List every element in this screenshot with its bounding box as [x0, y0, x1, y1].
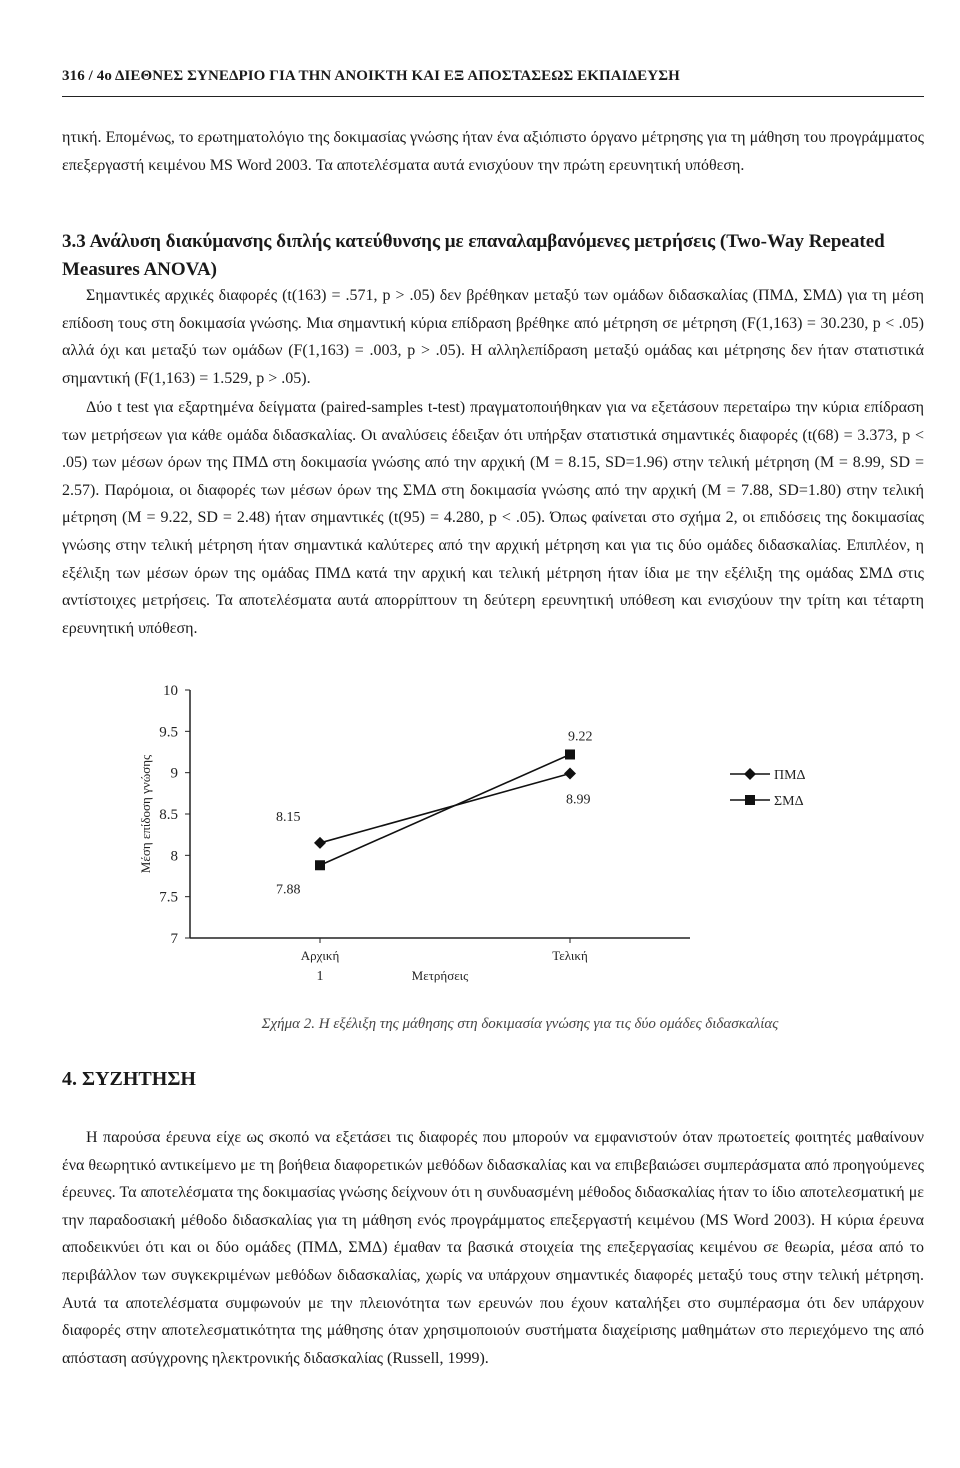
series-line-diamond [320, 773, 570, 842]
legend-marker-diamond [744, 768, 756, 780]
y-tick-label: 8 [170, 848, 178, 865]
x-tick-label: Αρχική [300, 948, 340, 963]
line-chart-svg [130, 680, 850, 1000]
x-tick-label: Τελική [552, 948, 588, 963]
data-label: 8.15 [276, 809, 301, 825]
data-label: 8.99 [566, 792, 591, 808]
y-tick-label: 8.5 [159, 807, 178, 823]
y-tick-label: 7 [170, 931, 178, 947]
intro-paragraph: ητική. Επομένως, το ερωτηματολόγιο της δοκιμασίας γνώσης ήταν ένα αξιόπιστο όργανο μέτρησης για τη μάθηση του προγράμματος επεξεργαστή κειμένου MS Word 2003. Τα αποτελέσματα αυτά ενισχύουν την πρώτη ερευνητική υπόθεση. [62, 129, 924, 174]
y-tick-label: 9 [170, 765, 178, 782]
x-axis-label: Μετρήσεις [411, 968, 469, 983]
anova-paragraph: Σημαντικές αρχικές διαφορές (t(163) = .571, p > .05) δεν βρέθηκαν μεταξύ των ομάδων διδασκαλίας (ΠΜΔ, ΣΜΔ) για τη μέση επίδοση τους στη δοκιμασία γνώσης. Μια σημαντική κύρια επίδραση βρέθηκε από μέτρηση σε μέτρηση (F(1,163) = 30.230, p < .05) αλλά όχι και μεταξύ των ομάδων (F(1,163) = .003, p > .05). Η αλληλεπίδραση μεταξύ ομάδας και μέτρησης δεν ήταν στατιστικά σημαντική (F(1,163) = 1.529, p > .05). [62, 287, 924, 387]
data-label: 9.22 [568, 729, 593, 745]
ttest-paragraph: Δύο t test για εξαρτημένα δείγματα (paired-samples t-test) πραγματοποιήθηκαν για να εξετάσουν περεταίρω την κύρια επίδραση των μετρήσεων για κάθε ομάδα διδασκαλίας. Οι αναλύσεις έδειξαν ότι υπήρξαν στατιστικά σημαντικές διαφορές (t(68) = 3.373, p < .05) των μέσων όρων της ΠΜΔ στη δοκιμασία γνώσης από την αρχική (M = 8.15, SD=1.96) στην τελική μέτρηση (M = 8.99, SD = 2.57). Παρόμοια, οι διαφορές των μέσων όρων της ΣΜΔ στη δοκιμασία γνώσης από την αρχική (M = 7.88, SD=1.80) στην τελική μέτρηση (M = 9.22, SD = 2.48) ήταν σημαντικές (t(95) = 4.280, p < .05). Όπως φαίνεται στο σχήμα 2, οι επιδόσεις της δοκιμασίας γνώσης στην τελική μέτρηση ήταν σημαντικά καλύτερες από την αρχική μέτρηση και για τις δύο ομάδες διδασκαλίας. Επιπλέον, η εξέλιξη των μέσων όρων της ομάδας ΠΜΔ κατά την αρχική και τελική μέτρηση ήταν ίδια με την εξέλιξη της ομάδας ΣΜΔ στις αντίστοιχες μετρήσεις. Τα αποτελέσματα αυτά απορρίπτουν τη δεύτερη ερευνητική υπόθεση και ενισχύουν την τρίτη και τέταρτη ερευνητική υπόθεση. [62, 399, 924, 637]
section-4-title: 4. ΣΥΖΗΤΗΣΗ [62, 1068, 196, 1090]
data-point-diamond [314, 837, 326, 849]
legend-label: ΣΜΔ [774, 794, 804, 809]
running-header: 316 / 4ο ΔΙΕΘΝΕΣ ΣΥΝΕΔΡΙΟ ΓΙΑ ΤΗΝ ΑΝΟΙΚΤΗ ΚΑΙ ΕΞ ΑΠΟΣΤΑΣΕΩΣ ΕΚΠΑΙΔΕΥΣΗ [62, 68, 680, 84]
y-tick-label: 10 [163, 683, 178, 699]
section-3-3-title: 3.3 Ανάλυση διακύμανσης διπλής κατεύθυνσης με επαναλαμβανόμενες μετρήσεις (Two-Way Repeated Measures ANOVA) [62, 231, 885, 280]
series-line-square [320, 754, 570, 865]
legend-marker-square [745, 795, 755, 805]
data-label: 7.88 [276, 882, 301, 898]
data-point-diamond [564, 767, 576, 779]
figure-caption: Σχήμα 2. Η εξέλιξη της μάθησης στη δοκιμασία γνώσης για τις δύο ομάδες διδασκαλίας [261, 1016, 779, 1032]
figure-2-chart [130, 680, 850, 1000]
x-index-label: 1 [316, 969, 324, 984]
y-axis-label: Μέση επίδοση γνώσης [138, 754, 153, 874]
y-tick-label: 9.5 [159, 724, 178, 741]
data-point-square [315, 860, 325, 870]
legend-label: ΠΜΔ [774, 768, 806, 783]
data-point-square [565, 749, 575, 759]
y-tick-label: 7.5 [159, 889, 178, 906]
header-rule [62, 96, 924, 97]
discussion-paragraph: Η παρούσα έρευνα είχε ως σκοπό να εξετάσει τις διαφορές που μπορούν να εμφανιστούν όταν πρωτοετείς φοιτητές μαθαίνουν ένα θεωρητικό αντικείμενο με τη βοήθεια διαφορετικών μεθόδων διδασκαλίας και να επιβεβαιώσει συμπεράσματα από προηγούμενες έρευνες. Τα αποτελέσματα της δοκιμασίας γνώσης δείχνουν ότι η συνδυασμένη μέθοδος διδασκαλίας ήταν το ίδιο αποτελεσματική με την παραδοσιακή μέθοδο διδασκαλίας για τη μάθηση ενός προγράμματος επεξεργαστή κειμένου (MS Word 2003). Η κύρια έρευνα αποδεικνύει ότι και οι δύο ομάδες (ΠΜΔ, ΣΜΔ) έμαθαν τα βασικά στοιχεία της επεξεργασίας κειμένου σε θεωρία, μέσα από το περιβάλλον των συγκεκριμένων μεθόδων διδασκαλίας, χωρίς να υπάρχουν σημαντικές διαφορές μεταξύ τους στην τελική μέτρηση. Αυτά τα αποτελέσματα συμφωνούν με την πλειονότητα των ερευνών που έχουν καταλήξει στο συμπέρασμα ότι δεν υπάρχουν διαφορές στην αποτελεσματικότητα της μάθησης όταν χρησιμοποιούν συστήματα διαχείρισης μαθημάτων στο περιεχόμενο της από απόσταση ασύγχρονης ηλεκτρονικής διδασκαλίας (Russell, 1999). [62, 1129, 924, 1367]
